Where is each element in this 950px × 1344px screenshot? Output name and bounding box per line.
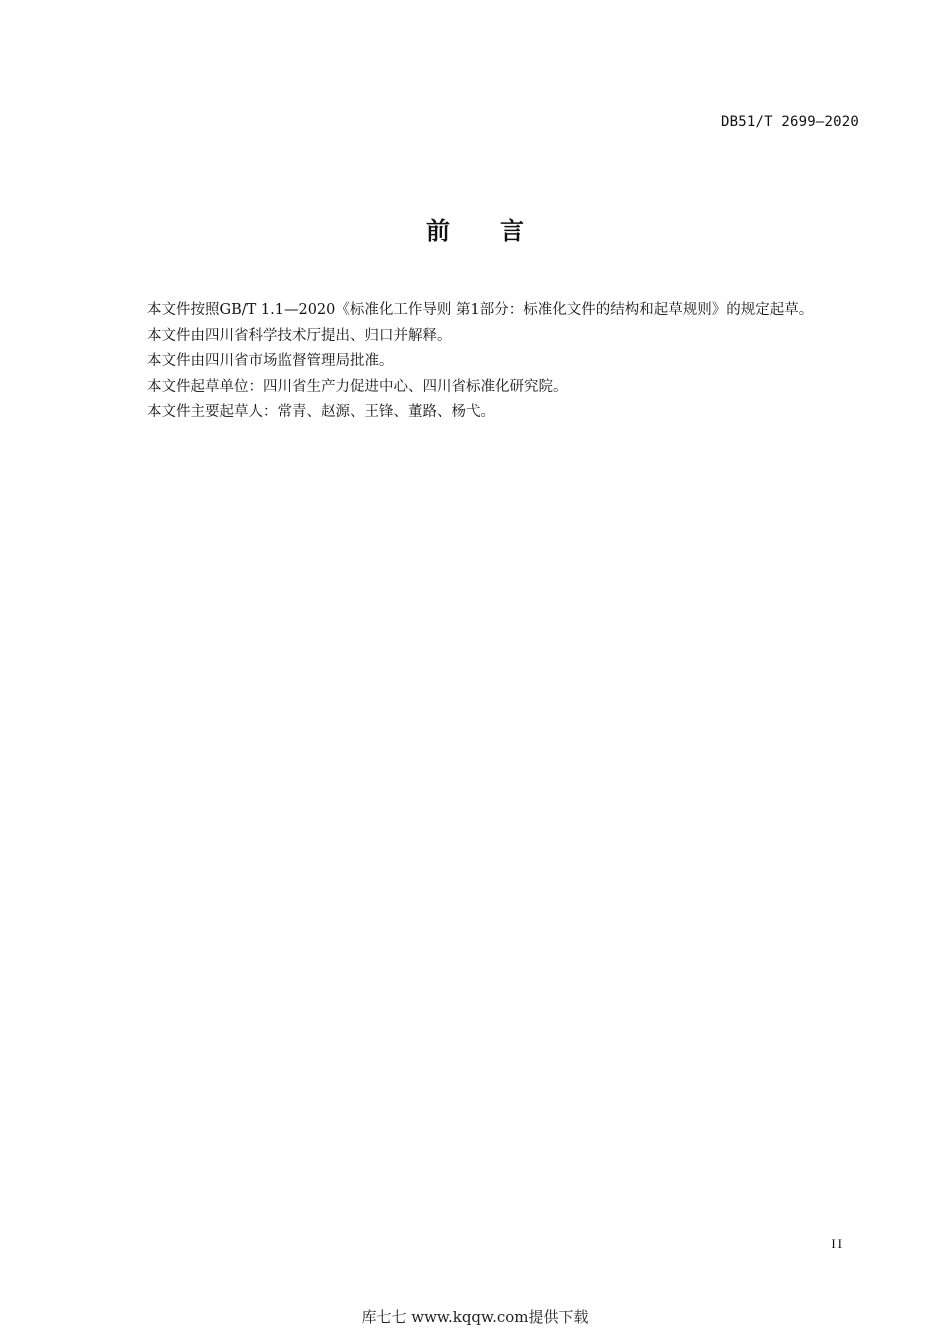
document-code: DB51/T 2699—2020: [720, 114, 859, 130]
paragraph: 本文件由四川省科学技术厅提出、归口并解释。: [147, 327, 452, 344]
page-number: II: [831, 1236, 844, 1251]
watermark-text: 库七七 www.kqqw.com提供下载: [361, 1308, 589, 1326]
paragraph: 本文件起草单位：四川省生产力促进中心、四川省标准化研究院。: [147, 378, 568, 395]
paragraph: 本文件主要起草人：常青、赵源、王锋、董路、杨弋。: [147, 404, 495, 420]
page-title: 前言: [426, 217, 574, 245]
paragraph: 本文件由四川省市场监督管理局批准。: [147, 353, 394, 369]
paragraph: 本文件按照GB/T 1.1—2020《标准化工作导则 第1部分：标准化文件的结构和起草规则》的规定起草。: [147, 302, 814, 318]
body-text: [113, 298, 861, 426]
